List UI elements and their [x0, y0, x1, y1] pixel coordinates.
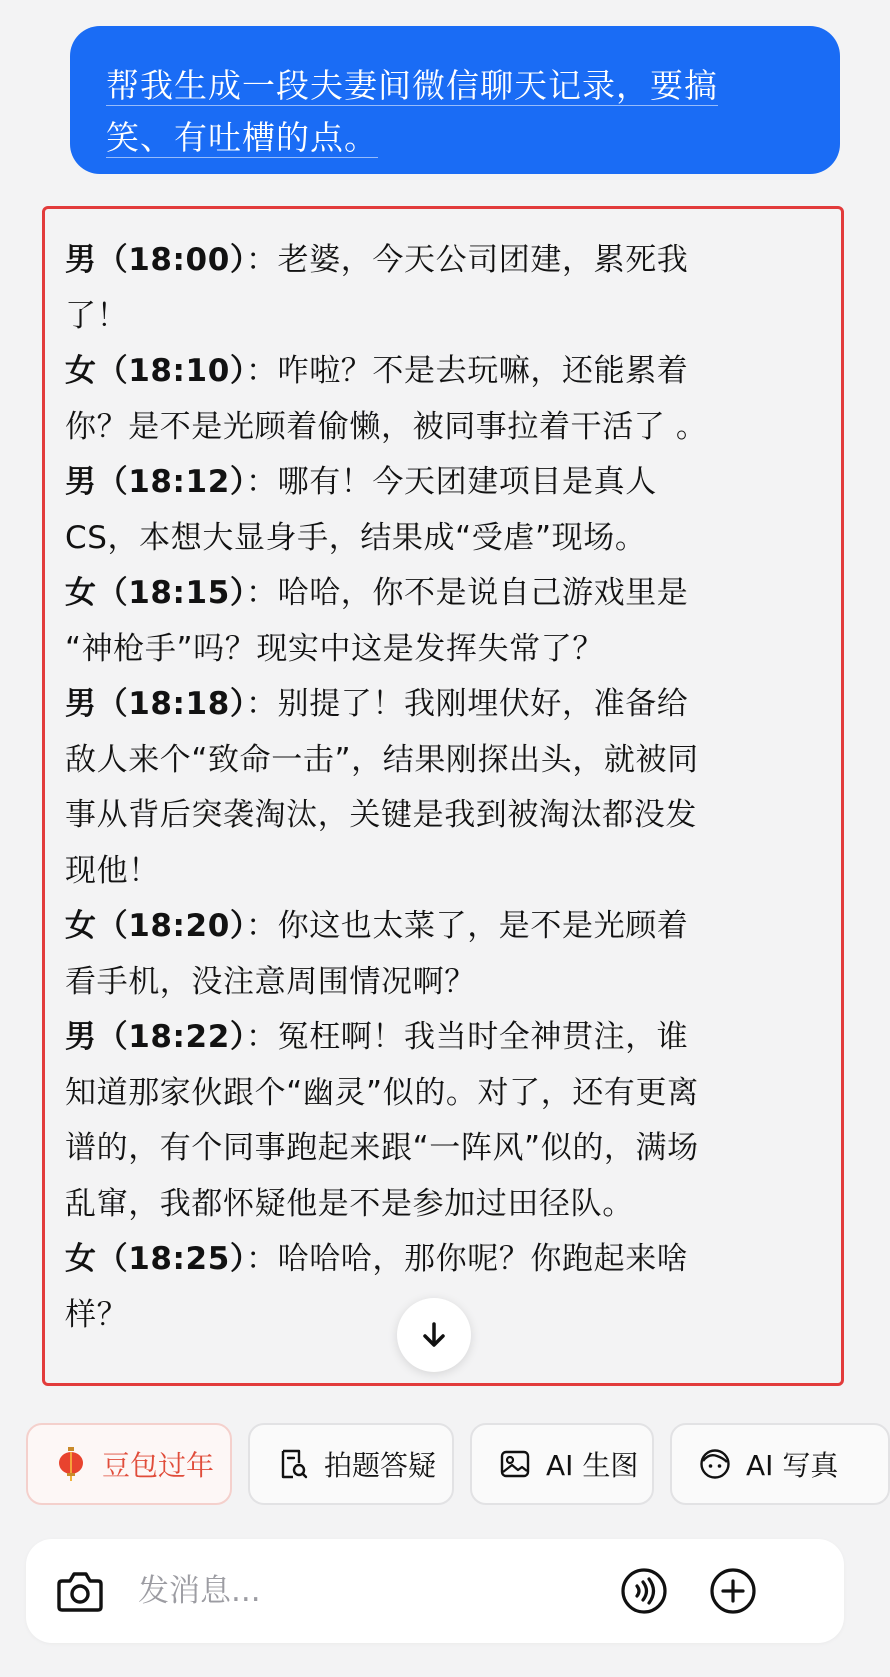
camera-icon[interactable]	[56, 1569, 104, 1613]
message-text-continued: 乱窜，我都怀疑他是不是参加过田径队。	[65, 1185, 634, 1222]
message-text: 哈哈，你不是说自己游戏里是	[277, 575, 689, 611]
quick-action-chips	[26, 1423, 870, 1505]
message-speaker: 男（18:00）	[65, 242, 246, 278]
portrait-icon	[698, 1447, 732, 1481]
chat-transcript-highlight	[42, 206, 844, 1386]
assistant-reply	[0, 196, 870, 1396]
photo-question-icon	[276, 1447, 310, 1481]
message-speaker: 男（18:22）	[65, 1019, 246, 1055]
message-separator: ：	[245, 242, 278, 278]
message-speaker: 男（18:12）	[65, 464, 246, 500]
plus-icon[interactable]	[709, 1567, 757, 1615]
message-input-bar	[26, 1539, 844, 1643]
scroll-to-bottom-button[interactable]	[397, 1298, 471, 1372]
chat-message	[65, 455, 821, 511]
message-separator: ：	[245, 575, 278, 611]
chat-message	[65, 1010, 821, 1066]
message-separator: ：	[245, 1241, 278, 1277]
chip-label: AI 写真	[746, 1449, 839, 1482]
message-separator: ：	[245, 908, 278, 944]
message-text: 你这也太菜了，是不是光顾着	[277, 908, 689, 944]
message-text: 哈哈哈，那你呢？你跑起来啥	[277, 1241, 689, 1277]
chip-label: 豆包过年	[102, 1449, 215, 1482]
message-separator: ：	[245, 1019, 278, 1055]
message-speaker: 女（18:25）	[65, 1241, 246, 1277]
message-text-continued: 事从背后突袭淘汰，关键是我到被淘汰都没发	[65, 797, 697, 833]
message-text-continued: 样？	[65, 1296, 129, 1333]
message-speaker: 女（18:20）	[65, 908, 246, 944]
message-text: 别提了！我刚埋伏好，准备给	[277, 686, 689, 722]
chip-ai-portrait[interactable]	[670, 1423, 890, 1505]
arrow-down-icon	[419, 1320, 449, 1350]
chat-message	[65, 899, 821, 955]
user-message-bubble[interactable]	[70, 26, 840, 174]
message-speaker: 女（18:15）	[65, 575, 246, 611]
chip-label: AI 生图	[546, 1449, 639, 1482]
message-text: 哪有！今天团建项目是真人	[277, 464, 657, 500]
message-text-continued: “神枪手”吗？现实中这是发挥失常了？	[65, 630, 604, 667]
message-text-continued: 知道那家伙跟个“幽灵”似的。对了，还有更离	[65, 1074, 699, 1111]
chip-photo-answer[interactable]	[248, 1423, 454, 1505]
message-separator: ：	[245, 464, 278, 500]
composer-area	[0, 1396, 870, 1677]
message-text-continued: 你？是不是光顾着偷懒，被同事拉着干活了 。	[65, 408, 708, 445]
message-text: 咋啦？不是去玩嘛，还能累着	[277, 353, 689, 389]
voice-call-icon[interactable]	[620, 1567, 668, 1615]
user-message-line-1: 帮我生成一段夫妻间微信聊天记录，要搞	[106, 66, 718, 105]
message-speaker: 女（18:10）	[65, 353, 246, 389]
chip-ai-image[interactable]	[470, 1423, 654, 1505]
message-text-continued: 看手机，没注意周围情况啊？	[65, 963, 476, 1000]
message-text-continued: 了！	[65, 297, 129, 334]
message-text-continued: 现他！	[65, 852, 160, 889]
chat-message	[65, 344, 821, 400]
message-text: 冤枉啊！我当时全神贯注，谁	[277, 1019, 689, 1055]
message-separator: ：	[245, 353, 278, 389]
chat-message	[65, 566, 821, 622]
chat-message	[65, 233, 821, 289]
message-input[interactable]: 发消息...	[138, 1573, 261, 1609]
message-text-continued: CS，本想大显身手，结果成“受虐”现场。	[65, 519, 647, 556]
image-icon	[498, 1447, 532, 1481]
user-message-line-2: 笑、有吐槽的点。	[106, 118, 378, 157]
message-text-continued: 谱的，有个同事跑起来跟“一阵风”似的，满场	[65, 1130, 699, 1166]
message-separator: ：	[245, 686, 278, 722]
message-text: 老婆，今天公司团建，累死我	[277, 242, 689, 278]
chat-message	[65, 1232, 821, 1288]
chat-message	[65, 677, 821, 733]
message-text-continued: 敌人来个“致命一击”，结果刚探出头，就被同	[65, 741, 699, 778]
chip-doubao-new-year[interactable]	[26, 1423, 232, 1505]
chip-label: 拍题答疑	[324, 1449, 437, 1482]
lantern-icon	[54, 1447, 88, 1481]
message-speaker: 男（18:18）	[65, 686, 246, 722]
